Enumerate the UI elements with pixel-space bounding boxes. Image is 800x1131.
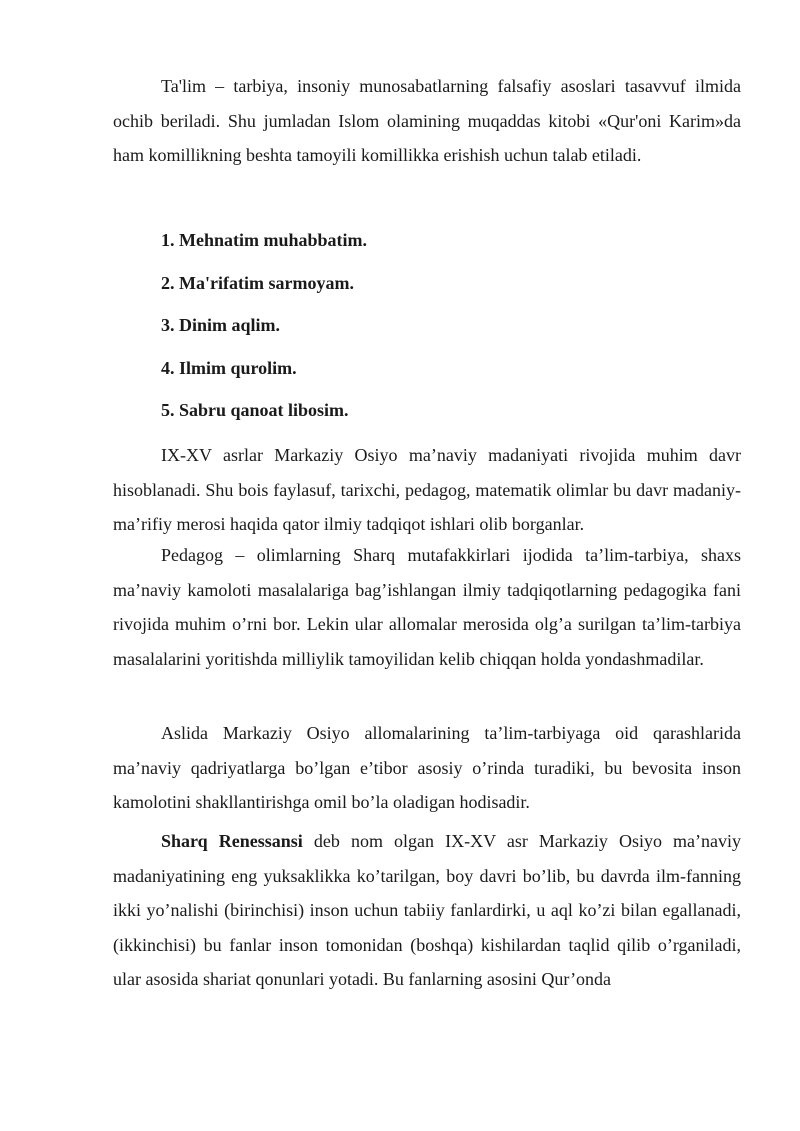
principle-item: 5. Sabru qanoat libosim. [161,400,349,420]
aslida-paragraph: Aslida Markaziy Osiyo allomalarining ta’lim-tarbiyaga oid qarashlarida ma’naviy qadriyatlarga bo’lgan e’tibor asosiy o’rinda turadiki, bu bevosita inson kamolotini shakllantirishga omil bo’la oladigan hodisadir. [113,723,741,812]
principle-item: 2. Ma'rifatim sarmoyam. [161,272,354,293]
intro-paragraph: Ta'lim – tarbiya, insoniy munosabatlarning falsafiy asoslari tasavvuf ilmida ochib beriladi. Shu jumladan Islom olamining muqaddas kitobi «Qur'oni Karim»da ham komillikning beshta tamoyili komillikka erishish uchun talab etiladi. [113,76,741,165]
ix-xv-paragraph: IX-XV asrlar Markaziy Osiyo ma’naviy madaniyati rivojida muhim davr hisoblanadi. Shu bois faylasuf, tarixchi, pedagog, matematik olimlar bu davr madaniy-ma’rifiy merosi haqida qator ilmiy tadqiqot ishlari olib borganlar. [113,445,741,534]
renaissance-paragraph [113,824,741,997]
renaissance-term: Sharq Renessansi [161,831,303,851]
principle-item: 1. Mehnatim muhabbatim. [161,230,368,250]
principles-list [161,223,367,436]
principle-item: 4. Ilmim qurolim. [161,357,297,378]
principle-item: 3. Dinim aqlim. [161,315,281,335]
pedagog-paragraph: Pedagog – olimlarning Sharq mutafakkirlari ijodida ta’lim-tarbiya, shaxs ma’naviy kamoloti masalalariga bag’ishlangan ilmiy tadqiqotlarning pedagogika fani rivojida muhim o’rni bor. Lekin ular allomalar merosida olg’a surilgan ta’lim-tarbiya masalalarini yoritishda milliylik tamoyilidan kelib chiqqan holda yondashmadilar. [113,545,741,669]
renaissance-text: deb nom olgan IX-XV asr Markaziy Osiyo ma’naviy madaniyatining eng yuksaklikka ko’tarilgan, boy davri bo’lib, bu davrda ilm-fanning ikki yo’nalishi (birinchisi) inson uchun tabiiy fanlardirki, u aql ko’zi bilan egallanadi, (ikkinchisi) bu fanlar inson tomonidan (boshqa) kishilardan taqlid qilib o’rganiladi, ular asosida shariat qonunlari yotadi. Bu fanlarning asosini Qur’onda [113,831,741,989]
